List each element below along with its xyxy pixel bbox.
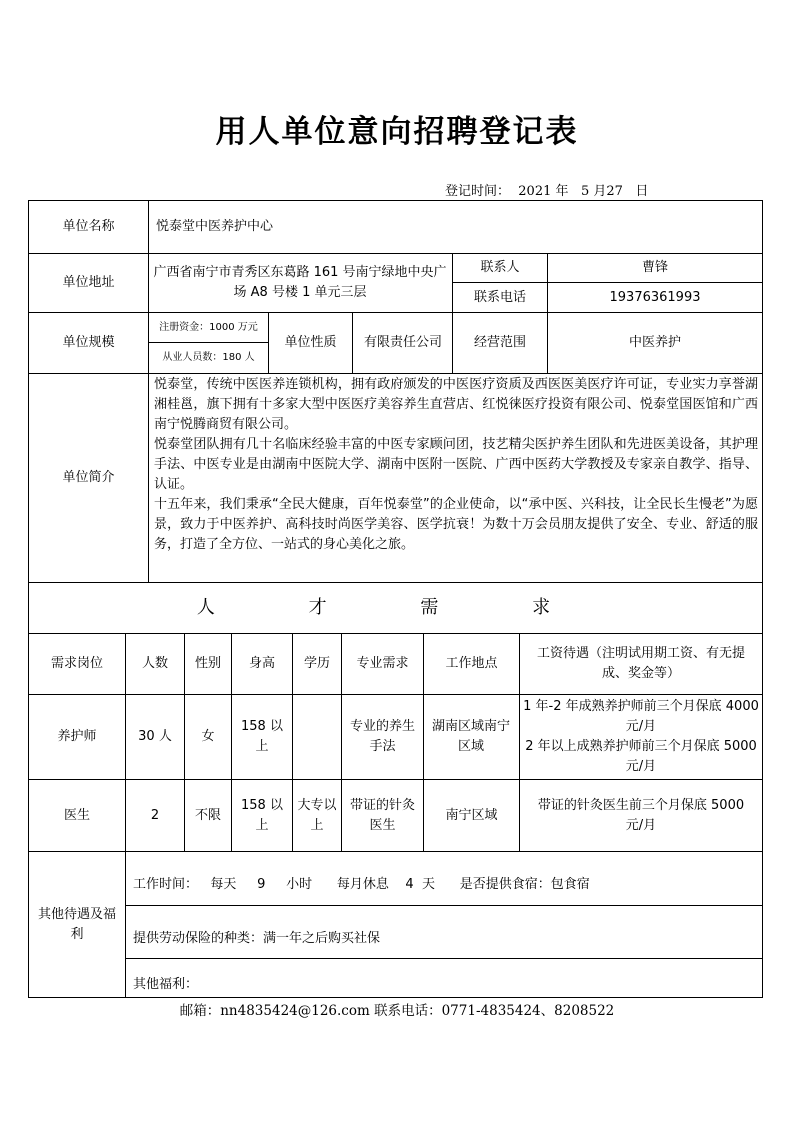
- header-location: 工作地点: [445, 656, 498, 671]
- footer-email-label: 邮箱：: [179, 1003, 221, 1019]
- insurance-label: 提供劳动保险的种类：: [133, 931, 264, 946]
- row2-major: 带证的针灸医生: [349, 797, 415, 833]
- row1-location: 湖南区域南宁区域: [431, 719, 510, 754]
- company-address: 广西省南宁市青秀区东葛路 161 号南宁绿地中央广场 A8 号楼 1 单元三层: [153, 265, 447, 300]
- row2-count: 2: [150, 807, 160, 823]
- insurance-line: [133, 924, 753, 954]
- rest-days: 4: [405, 877, 414, 892]
- contact-phone: 19376361993: [609, 289, 701, 305]
- row1-salary: [523, 695, 759, 779]
- lodging-label: 是否提供食宿：: [459, 877, 551, 892]
- page-title: 用人单位意向招聘登记表: [215, 114, 579, 150]
- work-time-label: 工作时间：: [133, 877, 199, 892]
- header-count: 人数: [141, 656, 168, 671]
- row2-position: 医生: [63, 807, 90, 823]
- salary-line: 1 年-2 年成熟养护师前三个月保底 4000 元/月: [523, 699, 759, 734]
- table-line: [148, 200, 149, 583]
- work-time-line: [133, 870, 753, 900]
- row1-education: [293, 695, 341, 779]
- header-major: 专业需求: [356, 656, 409, 671]
- table-line: [352, 312, 353, 374]
- table-line: [762, 200, 763, 998]
- intro-paragraph: 悦泰堂，传统中医医养连锁机构，拥有政府颁发的中医医疗资质及西医医美医疗许可证，专业实力享誉湖湘桂邕，旗下拥有十多家大型中医医疗美容养生直营店、红悦徕医疗投资有限公司、悦泰堂国医馆和广西南宁悦腾商贸有限公司。: [154, 377, 758, 432]
- footer-phone: 0771-4835424、8208522: [441, 1003, 615, 1019]
- company-address-label: 单位地址: [62, 275, 115, 290]
- business-scope-label: 经营范围: [473, 335, 526, 350]
- company-intro-label: 单位简介: [62, 470, 115, 485]
- footer-email: nn4835424@126.com: [220, 1003, 370, 1019]
- date-month: 5: [580, 184, 590, 199]
- table-line: [519, 633, 520, 852]
- registered-capital: 注册资金：1000 万元: [159, 321, 258, 333]
- row1-major: 专业的养生手法: [349, 719, 415, 754]
- company-name: 悦泰堂中医养护中心: [156, 219, 274, 234]
- row1-height: 158 以上: [241, 719, 283, 754]
- work-hours-unit: 小时: [286, 877, 313, 892]
- company-nature: 有限责任公司: [363, 335, 442, 350]
- business-scope: 中医养护: [628, 335, 681, 350]
- monthly-rest: 每月休息: [336, 877, 389, 892]
- header-gender: 性别: [194, 656, 221, 671]
- date-year: 2021: [518, 184, 552, 199]
- company-name-label: 单位名称: [62, 219, 115, 234]
- table-line: [28, 997, 763, 998]
- other-benefits-label: 其他福利：: [133, 976, 199, 992]
- talent-heading-text: 人 才 需 求: [196, 597, 595, 618]
- date-year-unit: 年: [555, 184, 569, 199]
- salary-line: 2 年以上成熟养护师前三个月保底 5000 元/月: [525, 739, 757, 774]
- table-line: [28, 851, 763, 852]
- benefits-label: 其他待遇及福利: [37, 906, 116, 942]
- row2-education: 大专以上: [297, 797, 337, 833]
- header-education: 学历: [303, 656, 330, 671]
- salary-line: 带证的针灸医生前三个月保底 5000 元/月: [537, 797, 745, 833]
- header-salary: 工资待遇（注明试用期工资、有无提成、奖金等）: [536, 646, 745, 681]
- date-month-unit: 月: [593, 184, 607, 199]
- phone-label: 联系电话: [473, 289, 526, 305]
- row1-gender: 女: [201, 729, 215, 744]
- registration-date: [445, 180, 648, 199]
- intro-paragraph: 悦泰堂团队拥有几十名临床经验丰富的中医专家顾问团，技艺精尖医护养生团队和先进医美设备，其护理手法、中医专业是由湖南中医院大学、湖南中医附一医院、广西中医药大学教授及专家亲自教学、指导、认证。: [154, 437, 758, 492]
- row2-height: 158 以上: [241, 797, 283, 833]
- row1-count: 30 人: [138, 729, 172, 744]
- company-intro: [154, 375, 758, 555]
- row1-position: 养护师: [57, 729, 97, 744]
- row2-location: 南宁区域: [445, 807, 498, 823]
- company-scale-label: 单位规模: [62, 335, 115, 350]
- staff-count: 从业人员数：180 人: [162, 352, 255, 363]
- contact-name: 曹锋: [641, 260, 668, 275]
- intro-paragraph: 十五年来，我们秉承“全民大健康，百年悦泰堂”的企业使命，以“承中医、兴科技，让全民长生慢老”为愿景，致力于中医养护、高科技时尚医学美容、医学抗衰！为数十万会员朋友提供了安全、专业、舒适的服务，打造了全方位、一站式的身心美化之旅。: [154, 497, 758, 552]
- header-position: 需求岗位: [50, 656, 103, 671]
- footer-contact: [0, 999, 794, 1019]
- table-line: [125, 958, 763, 959]
- talent-demand-heading: [29, 583, 762, 633]
- insurance-value: 满一年之后购买社保: [263, 931, 381, 946]
- table-line: [125, 905, 763, 906]
- header-height: 身高: [248, 656, 275, 671]
- row2-gender: 不限: [194, 807, 221, 823]
- footer-phone-label: 联系电话：: [374, 1003, 442, 1019]
- work-hours: 9: [257, 877, 266, 892]
- other-benefits-line: [133, 972, 753, 997]
- work-daily: 每天: [210, 877, 237, 892]
- company-nature-label: 单位性质: [284, 335, 337, 350]
- rest-unit: 天: [421, 877, 435, 892]
- date-day-unit: 日: [635, 184, 649, 199]
- contact-label: 联系人: [480, 260, 520, 275]
- row2-salary: [530, 780, 752, 851]
- lodging-value: 包食宿: [550, 877, 590, 892]
- date-label: 登记时间：: [445, 184, 511, 199]
- date-day: 27: [606, 184, 623, 199]
